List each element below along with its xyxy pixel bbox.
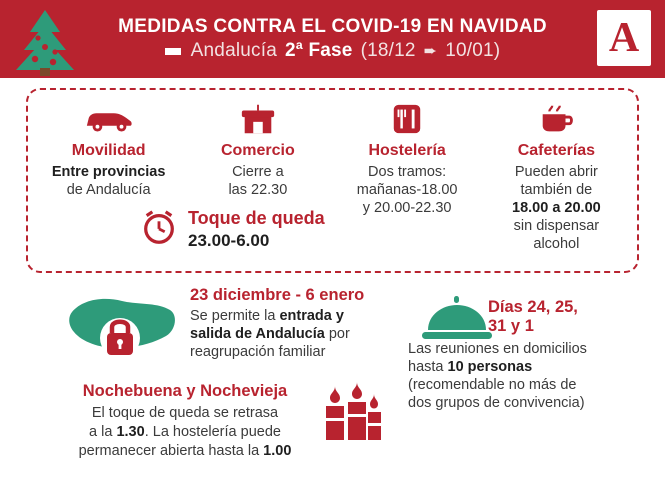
arrow-icon: ➨ <box>423 43 438 60</box>
christmas-tree-icon <box>8 4 82 78</box>
nochebuena-heading: Nochebuena y Nochevieja <box>82 382 288 400</box>
map-text-bold-1: entrada y <box>279 308 344 324</box>
curfew-title: Toque de queda <box>188 208 325 228</box>
alarm-clock-icon <box>140 208 178 251</box>
nochebuena-line2-b: 1.30 <box>116 424 145 440</box>
map-text-3: reagrupación familiar <box>190 344 326 360</box>
nochebuena-line3-b: 1.00 <box>263 443 292 459</box>
column-hosteleria-line3: y 20.00-22.30 <box>362 200 452 216</box>
coffee-cup-icon <box>486 100 627 138</box>
curfew-block <box>140 208 325 251</box>
column-movilidad-text <box>38 163 179 199</box>
measures-columns <box>28 90 637 253</box>
candles-icon <box>316 382 388 444</box>
cutlery-icon <box>337 100 478 138</box>
andalucia-map-lock-icon <box>60 286 185 366</box>
column-movilidad-line2: de Andalucía <box>66 182 151 198</box>
map-text-2: por <box>324 326 350 342</box>
header-subtitle <box>165 40 501 62</box>
map-heading: 23 diciembre - 6 enero <box>190 286 365 304</box>
column-movilidad-caption: Movilidad <box>71 142 146 159</box>
column-hosteleria-line2: mañanas-18.00 <box>356 182 458 198</box>
map-text-bold-2: salida de Andalucía <box>190 326 325 342</box>
column-cafeterias-caption: Cafeterías <box>517 142 596 159</box>
nochebuena-line2-a: a la <box>89 424 117 440</box>
nochebuena-line3-a: permanecer abierta hasta la <box>78 443 264 459</box>
column-comercio-caption: Comercio <box>220 142 295 159</box>
dates-open: (18/12 <box>360 40 416 61</box>
column-cafeterias-line1: Pueden abrir <box>514 164 598 180</box>
andalucia-logo: A <box>597 10 651 66</box>
column-cafeterias <box>482 100 631 253</box>
car-icon <box>38 100 179 138</box>
shop-icon <box>187 100 328 138</box>
dish-heading <box>488 298 658 336</box>
column-hosteleria-line1: Dos tramos: <box>368 164 447 180</box>
measures-card <box>26 88 639 273</box>
dish-text-2: hasta <box>408 359 448 375</box>
dish-paragraph <box>408 340 658 412</box>
map-text-block <box>190 286 390 361</box>
column-hosteleria-caption: Hostelería <box>368 142 446 159</box>
region-label: Andalucía <box>190 40 277 61</box>
page-title: MEDIDAS CONTRA EL COVID-19 EN NAVIDAD <box>118 16 547 37</box>
column-cafeterias-line3: 18.00 a 20.00 <box>512 200 601 216</box>
column-comercio-line2: las 22.30 <box>228 182 288 198</box>
dish-text-3: (recomendable no más de <box>408 377 577 393</box>
dish-heading-line2: 31 y 1 <box>488 317 534 335</box>
column-comercio-line1: Cierre a <box>232 164 284 180</box>
column-cafeterias-line4: sin dispensar <box>513 218 600 234</box>
column-hosteleria-text <box>337 163 478 217</box>
column-cafeterias-line2: también de <box>520 182 593 198</box>
dish-text-block <box>408 298 658 412</box>
column-comercio-text <box>187 163 328 199</box>
curfew-hours: 23.00-6.00 <box>188 231 270 250</box>
lower-section <box>0 278 665 498</box>
map-paragraph <box>190 307 390 361</box>
map-text-1: Se permite la <box>190 308 280 324</box>
column-movilidad-line1: Entre provincias <box>51 164 166 180</box>
nochebuena-paragraph <box>20 404 350 461</box>
page-header <box>0 0 665 78</box>
column-hosteleria <box>333 100 482 253</box>
dash-mark <box>165 48 181 55</box>
dish-text-bold: 10 personas <box>447 359 533 375</box>
column-cafeterias-text <box>486 163 627 253</box>
dish-text-1: Las reuniones en domicilios <box>408 341 587 357</box>
column-cafeterias-line5: alcohol <box>533 236 580 252</box>
nochebuena-block <box>20 382 350 461</box>
dish-text-4: dos grupos de convivencia) <box>408 395 585 411</box>
nochebuena-line2-c: . La hostelería puede <box>144 424 281 440</box>
dish-heading-line1: Días 24, 25, <box>488 298 578 316</box>
curfew-text <box>188 208 325 251</box>
dates-close: 10/01) <box>445 40 501 61</box>
phase-label: 2ª Fase <box>284 40 353 61</box>
nochebuena-line1: El toque de queda se retrasa <box>91 405 279 421</box>
